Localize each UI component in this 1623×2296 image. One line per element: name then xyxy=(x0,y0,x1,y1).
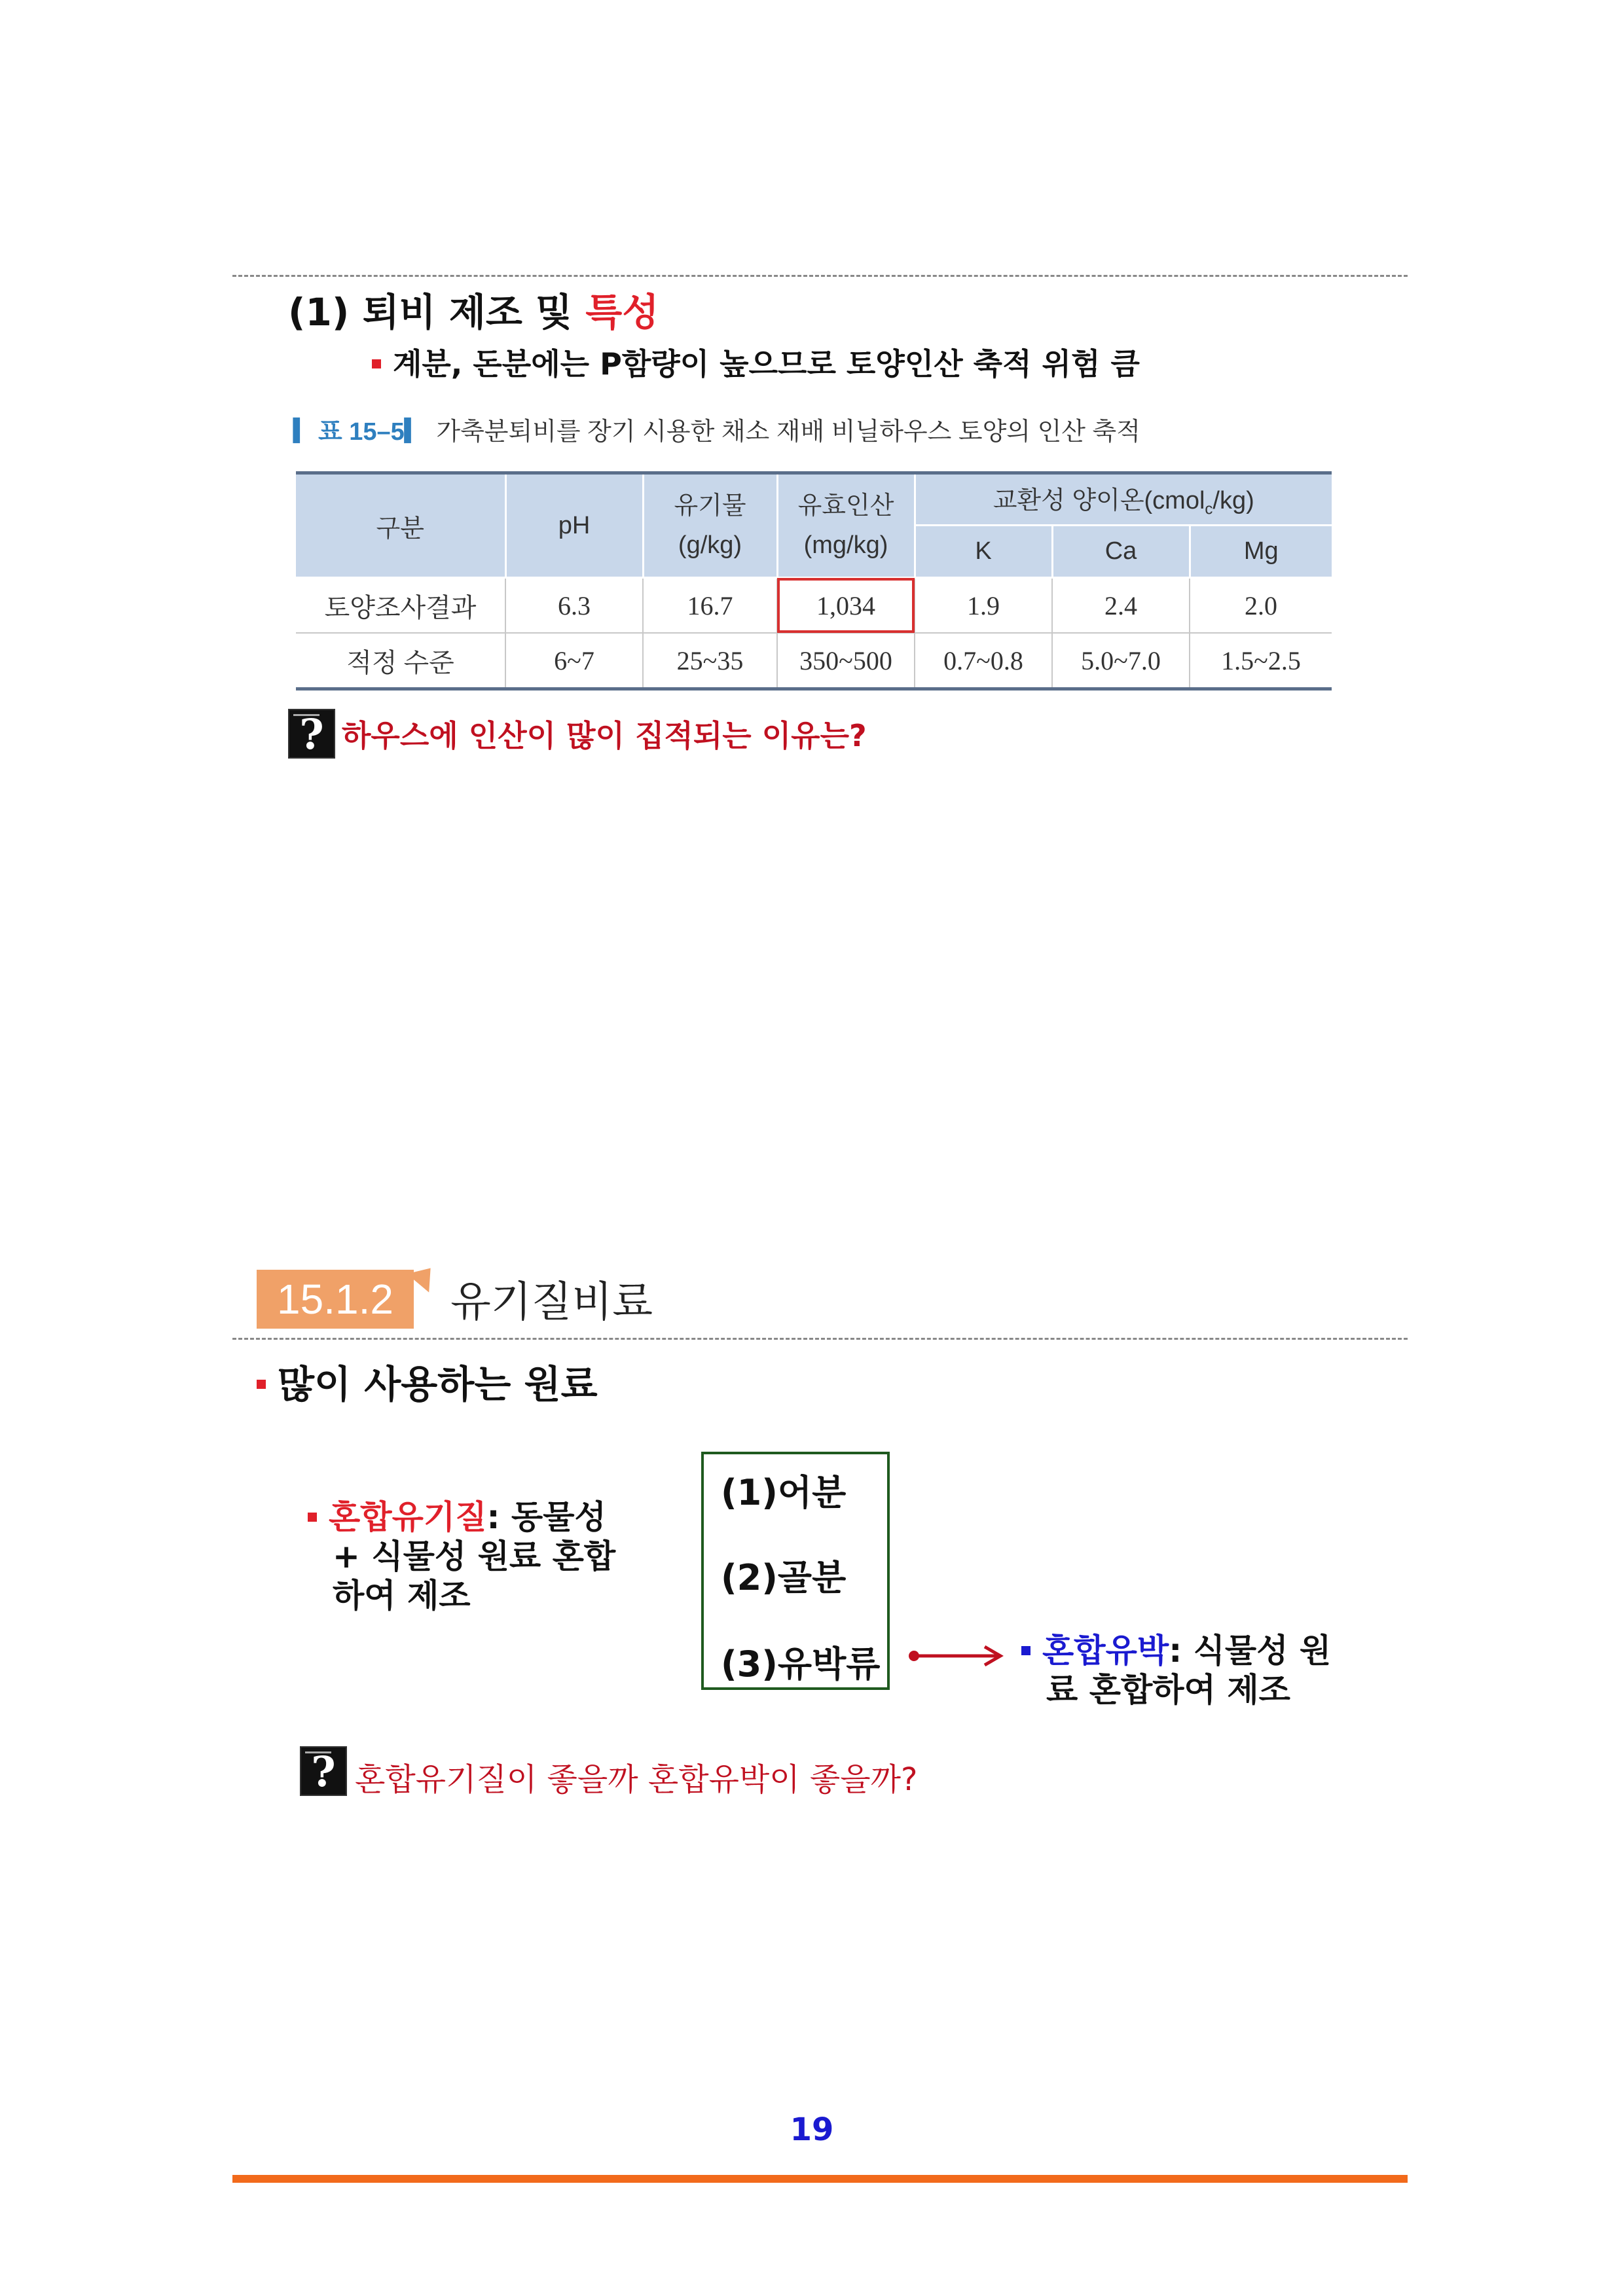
bullet-square-icon xyxy=(372,359,381,368)
header-ph: pH xyxy=(505,473,643,578)
header-p-line1: 유효인산 xyxy=(797,492,894,520)
mixed-organic-line2: + 식물성 원료 혼합 xyxy=(333,1537,616,1575)
cell-om: 16.7 xyxy=(643,578,777,634)
section1-heading-prefix: (1) 퇴비 제조 및 xyxy=(288,290,586,334)
section1-bullet xyxy=(372,340,1140,384)
mixed-oilcake-note xyxy=(1021,1631,1331,1710)
header-om-line1: 유기물 xyxy=(674,492,746,520)
box-item: (2)골분 xyxy=(721,1557,847,1598)
header-om-line2: (g/kg) xyxy=(678,531,742,559)
header-category: 구분 xyxy=(296,473,505,578)
cell-ph: 6.3 xyxy=(505,578,643,634)
bullet-square-icon xyxy=(1021,1646,1030,1655)
mixed-oilcake-line1-rest: : 식물성 원 xyxy=(1169,1632,1332,1670)
section1-heading-highlight: 특성 xyxy=(585,290,659,334)
section-number-badge: 15.1.2 xyxy=(257,1270,414,1329)
section2-title: 유기질비료 xyxy=(450,1278,653,1325)
section2-dashed-rule xyxy=(232,1338,1408,1340)
header-available-p xyxy=(777,473,915,578)
arrow-right-icon xyxy=(907,1643,1006,1669)
header-group-suffix: /kg) xyxy=(1213,487,1254,515)
cell-om: 25~35 xyxy=(643,633,777,689)
mixed-oilcake-term: 혼합유박 xyxy=(1042,1632,1169,1670)
question-mark-icon: ? xyxy=(300,1746,347,1796)
table-row xyxy=(296,633,1332,689)
section2-bullet xyxy=(257,1354,598,1408)
table-caption-label: ▎표 15–5▎ xyxy=(293,418,429,446)
question2-text: 혼합유기질이 좋을까 혼합유박이 좋을까? xyxy=(355,1761,918,1798)
question-mark-icon: ? xyxy=(288,709,335,759)
material-list-box xyxy=(701,1452,890,1690)
cell-p: 350~500 xyxy=(777,633,915,689)
table-caption xyxy=(293,411,1140,447)
box-item: (1)어분 xyxy=(721,1472,847,1513)
header-group-sub: c xyxy=(1205,500,1213,518)
section2-bullet-text: 많이 사용하는 원료 xyxy=(278,1362,598,1407)
page-number: 19 xyxy=(790,2111,834,2148)
mixed-oilcake-line2: 료 혼합하여 제조 xyxy=(1046,1671,1290,1709)
row-label: 토양조사결과 xyxy=(296,578,505,634)
phosphorus-table xyxy=(296,471,1332,691)
cell-mg: 1.5~2.5 xyxy=(1190,633,1332,689)
mixed-organic-note xyxy=(308,1498,615,1615)
header-p-line2: (mg/kg) xyxy=(803,531,888,559)
question1-text: 하우스에 인산이 많이 집적되는 이유는? xyxy=(342,718,867,753)
mixed-organic-term: 혼합유기질 xyxy=(329,1498,487,1536)
header-exchangeable-cations xyxy=(915,473,1332,526)
mixed-organic-line1-rest: : 동물성 xyxy=(486,1498,606,1536)
cell-ca: 5.0~7.0 xyxy=(1052,633,1190,689)
bottom-orange-rule xyxy=(232,2175,1408,2183)
cell-ph: 6~7 xyxy=(505,633,643,689)
table-row xyxy=(296,578,1332,634)
mixed-organic-line3: 하여 제조 xyxy=(333,1577,471,1615)
cell-ca: 2.4 xyxy=(1052,578,1190,634)
bullet-square-icon xyxy=(257,1380,266,1389)
cell-mg: 2.0 xyxy=(1190,578,1332,634)
top-dashed-rule xyxy=(232,275,1408,277)
header-ca: Ca xyxy=(1052,526,1190,578)
header-group-prefix: 교환성 양이온(cmol xyxy=(993,487,1205,515)
cell-k: 0.7~0.8 xyxy=(915,633,1052,689)
box-item: (3)유박류 xyxy=(721,1643,881,1685)
section1-heading xyxy=(288,281,659,336)
cell-k: 1.9 xyxy=(915,578,1052,634)
header-k: K xyxy=(915,526,1052,578)
header-organic-matter xyxy=(643,473,777,578)
cell-p-highlighted: 1,034 xyxy=(777,578,915,634)
mixed-organic-line1 xyxy=(308,1498,615,1537)
section1-bullet-text: 계분, 돈분에는 P함량이 높으므로 토양인산 축적 위험 큼 xyxy=(393,346,1140,382)
mixed-oilcake-line1 xyxy=(1021,1631,1331,1670)
bullet-square-icon xyxy=(308,1513,317,1522)
row-label: 적정 수준 xyxy=(296,633,505,689)
header-mg: Mg xyxy=(1190,526,1332,578)
table-caption-text: 가축분퇴비를 장기 시용한 채소 재배 비닐하우스 토양의 인산 축적 xyxy=(436,418,1140,446)
